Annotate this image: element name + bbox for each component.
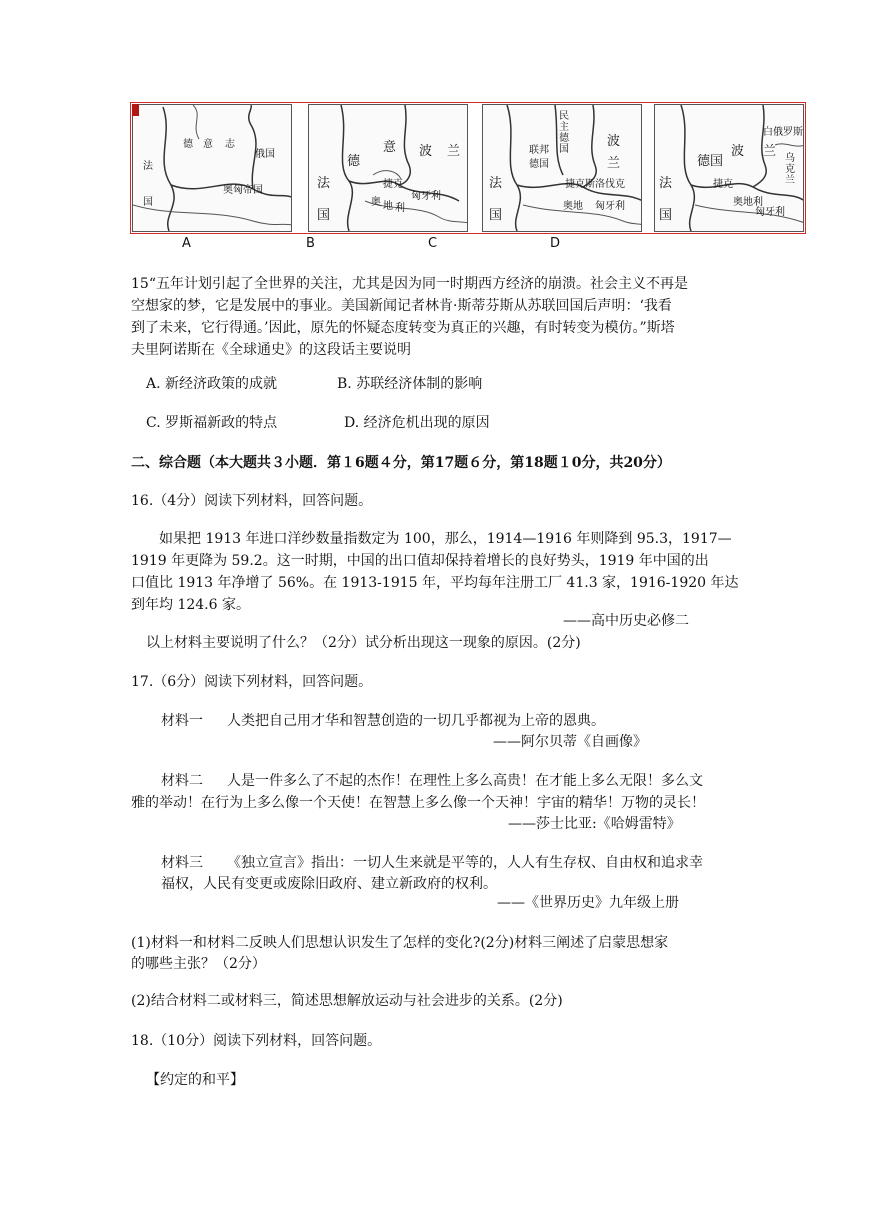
map-a-label: 意	[203, 139, 213, 150]
q15-option-b: B. 苏联经济体制的影响	[337, 376, 483, 392]
q17-material-3-label: 材料三	[161, 855, 203, 871]
map-c-label: 奥地	[563, 201, 583, 212]
map-c-label: 捷克斯洛伐克	[565, 179, 625, 190]
map-d-label: 乌克兰	[785, 153, 795, 186]
map-b-label: 德	[347, 154, 361, 169]
map-b-label: 法	[317, 176, 331, 191]
map-c-label: 联邦	[529, 145, 549, 156]
q16-line: 1919 年更降为 59.2。这一时期，中国的出口值却保持着增长的良好势头，1919 年中国的出	[131, 553, 709, 569]
q15-option-c: C. 罗斯福新政的特点	[146, 415, 278, 431]
image-handle-marker	[132, 104, 139, 116]
map-b-label: 国	[317, 208, 331, 223]
q17-material-2-text: 人是一件多么了不起的杰作！在理性上多么高贵！在才能上多么无限！多么文	[227, 773, 703, 789]
map-d-label: 国	[659, 208, 673, 223]
map-b-label: 利	[395, 203, 405, 214]
map-c-label: 法	[489, 176, 503, 191]
q16-heading: 16.（4分）阅读下列材料，回答问题。	[131, 493, 373, 509]
map-d	[654, 104, 804, 232]
map-c-label: 德国	[529, 159, 549, 170]
q17-material-3-text: 《独立宣言》指出：一切人生来就是平等的，人人有生存权、自由权和追求幸	[227, 855, 703, 871]
map-d-label: 匈牙利	[755, 207, 785, 218]
q16-question: 以上材料主要说明了什么？（2分）试分析出现这一现象的原因。(2分)	[146, 635, 581, 651]
map-a-label: 俄国	[255, 149, 275, 160]
q17-material-1-source: ——阿尔贝蒂《自画像》	[493, 734, 647, 750]
q17-heading: 17.（6分）阅读下列材料，回答问题。	[131, 674, 373, 690]
q16-source: ——高中历史必修二	[563, 613, 689, 629]
q17-material-3-source: ——《世界历史》九年级上册	[497, 895, 679, 911]
map-d-label: 波	[731, 144, 745, 159]
map-d-label: 兰	[763, 144, 777, 159]
map-a-borders	[133, 105, 292, 232]
map-d-label: 奥地利	[733, 197, 763, 208]
map-b-label: 匈牙利	[411, 191, 441, 202]
map-d-label: 白俄罗斯	[763, 127, 803, 138]
map-c-label: 波	[607, 134, 621, 149]
q17-material-2-label: 材料二	[161, 773, 203, 789]
map-a-label: 志	[225, 139, 235, 150]
map-a-label: 国	[143, 197, 153, 208]
map-b-label: 捷克	[383, 179, 403, 190]
map-a-label: 德	[183, 139, 193, 150]
q17-material-2-source: ——莎士比亚:《哈姆雷特》	[508, 816, 681, 832]
map-c-label: 民主德国	[559, 111, 569, 155]
q15-line: 夫里阿诺斯在《全球通史》的这段话主要说明	[131, 342, 411, 358]
map-b-label: 意	[383, 140, 397, 155]
q15-line: 15“五年计划引起了全世界的关注，尤其是因为同一时期西方经济的崩溃。社会主义不再是	[131, 276, 688, 292]
q17-material-1-text: 人类把自己用才华和智慧创造的一切几乎都视为上帝的恩典。	[227, 713, 605, 729]
map-b-label: 地	[383, 201, 393, 212]
q15-option-a: A. 新经济政策的成就	[146, 376, 278, 392]
q16-line: 如果把 1913 年进口洋纱数量指数定为 100，那么，1914—1916 年则降到 95.3，1917—	[159, 531, 732, 547]
map-a-label: 奥匈帝国	[223, 185, 263, 196]
map-letter-a: A	[182, 236, 191, 251]
map-b-borders	[309, 105, 468, 232]
map-b-label: 奥	[371, 197, 381, 208]
q17-material-1-label: 材料一	[161, 713, 203, 729]
q17-material-3-text: 福权，人民有变更或废除旧政府、建立新政府的权利。	[161, 876, 497, 892]
map-b-label: 兰	[447, 144, 461, 159]
map-letter-b: B	[306, 236, 315, 251]
map-a-label: 法	[143, 161, 153, 172]
q17-subquestion-1: (1)材料一和材料二反映人们思想认识发生了怎样的变化?(2分)材料三阐述了启蒙思想家	[131, 935, 669, 951]
q16-line: 到年均 124.6 家。	[131, 597, 250, 613]
q18-heading: 18.（10分）阅读下列材料，回答问题。	[131, 1033, 382, 1049]
q16-line: 口值比 1913 年净增了 56%。在 1913-1915 年，平均每年注册工厂 41.3 家，1916-1920 年达	[131, 575, 739, 591]
section-title: 二、综合题（本大题共３小题．第１6题４分，第17题６分，第18题１0分，共20分）	[131, 455, 671, 471]
q15-option-d: D. 经济危机出现的原因	[344, 415, 490, 431]
map-c-label: 兰	[607, 156, 621, 171]
q17-material-2-text: 雅的举动！在行为上多么像一个天使！在智慧上多么像一个天神！宇宙的精华！万物的灵长！	[131, 795, 705, 811]
map-letter-d: D	[550, 236, 561, 251]
map-letter-c: C	[428, 236, 438, 251]
map-b	[308, 104, 468, 232]
q18-subtitle: 【约定的和平】	[146, 1072, 244, 1088]
q15-line: 到了未来，它行得通。’因此，原先的怀疑态度转变为真正的兴趣，有时转变为模仿。”斯塔	[131, 320, 675, 336]
q17-subquestion-1: 的哪些主张？（2分）	[131, 956, 266, 972]
map-b-label: 波	[419, 144, 433, 159]
map-d-label: 法	[659, 176, 673, 191]
map-c-label: 匈牙利	[595, 201, 625, 212]
map-c	[482, 104, 642, 232]
map-a	[132, 104, 292, 232]
q17-subquestion-2: (2)结合材料二或材料三，简述思想解放运动与社会进步的关系。(2分)	[131, 993, 563, 1009]
map-d-label: 捷克	[713, 179, 733, 190]
map-d-label: 德国	[697, 154, 724, 169]
map-c-label: 国	[489, 208, 503, 223]
q15-line: 空想家的梦，它是发展中的事业。美国新闻记者林肯·斯蒂芬斯从苏联回国后声明：‘我看	[131, 298, 672, 314]
